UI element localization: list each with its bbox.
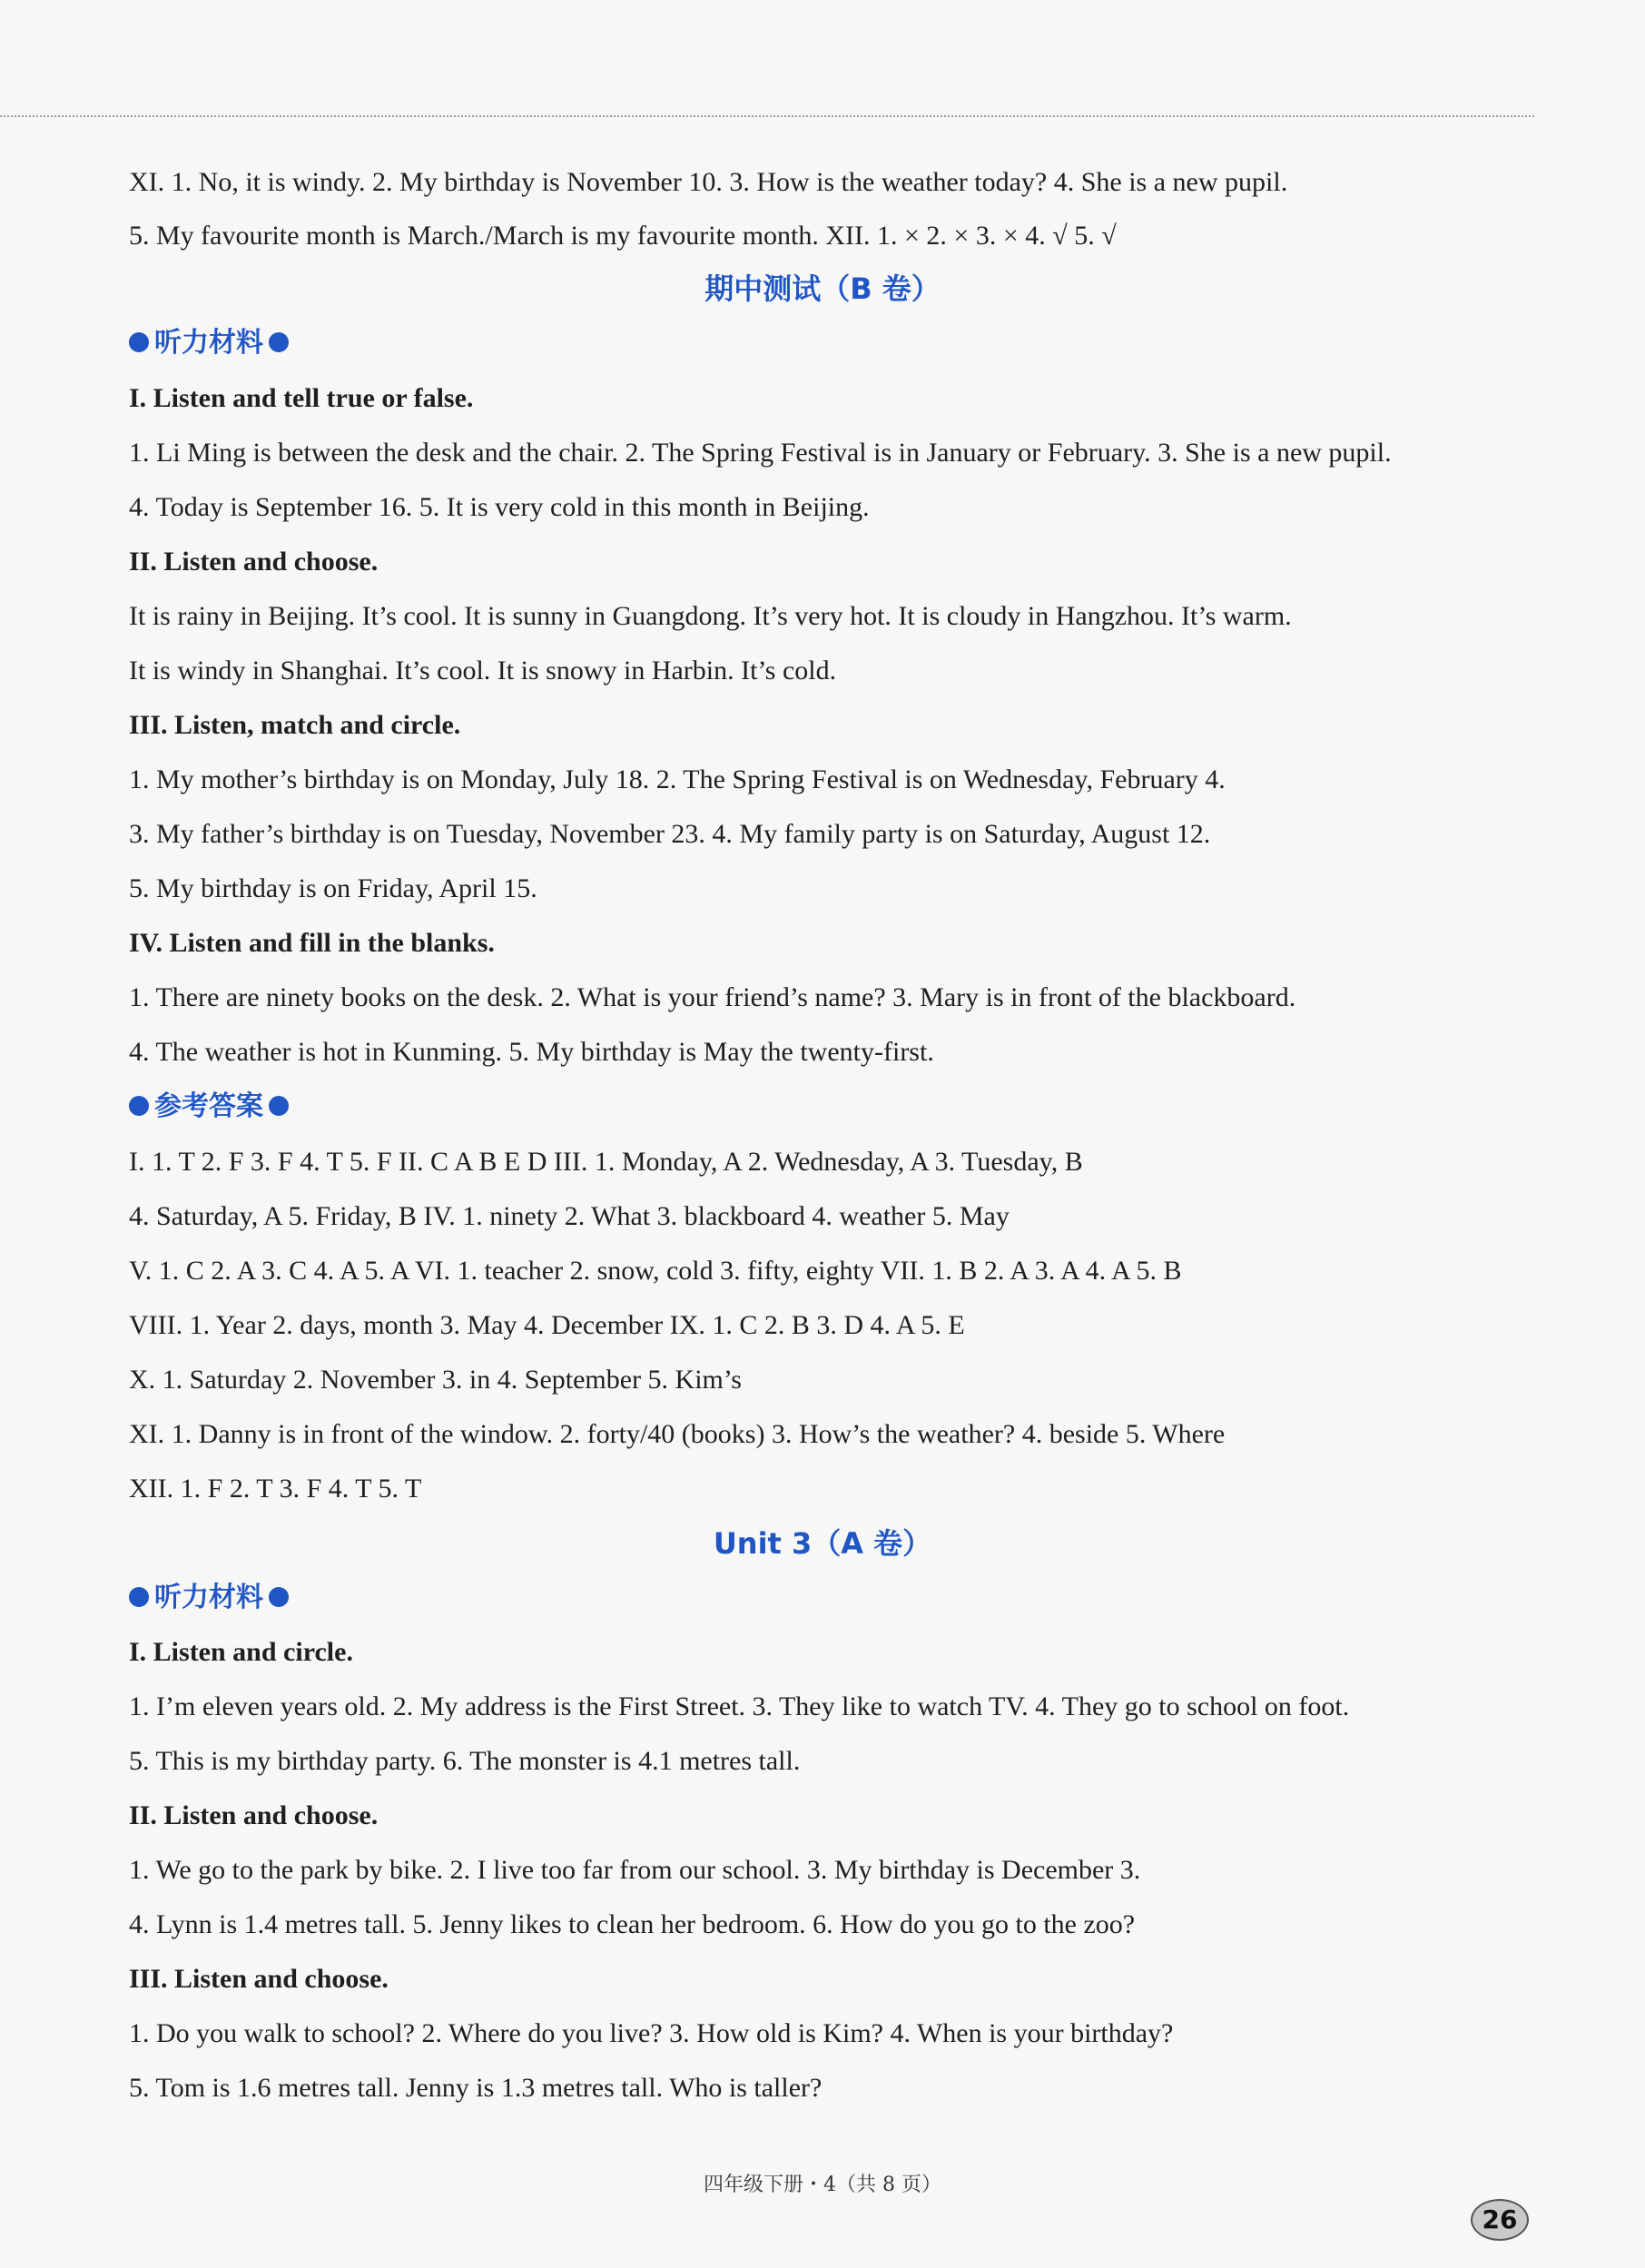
bullet-dot-icon (129, 1096, 149, 1116)
top-dotted-divider (0, 115, 1534, 117)
answer-line: XI. 1. Danny is in front of the window. 2. forty/40 (books) 3. How’s the weather? 4. beside 5. Where (129, 1419, 1226, 1449)
reference-answers-label: 参考答案 (129, 1089, 289, 1125)
text-line: 1. My mother’s birthday is on Monday, July 18. 2. The Spring Festival is on Wednesday, February 4. (129, 764, 1226, 794)
bullet-dot-icon (269, 1096, 289, 1116)
section-title: I. Listen and tell true or false. (129, 383, 474, 413)
section-title: I. Listen and circle. (129, 1637, 353, 1667)
text-line: 1. We go to the park by bike. 2. I live too far from our school. 3. My birthday is December 3. (129, 1855, 1141, 1885)
unit3-a-title: Unit 3（A 卷） (713, 1526, 932, 1561)
answer-line: XII. 1. F 2. T 3. F 4. T 5. T (129, 1474, 422, 1504)
text-line: 4. The weather is hot in Kunming. 5. My birthday is May the twenty-first. (129, 1037, 934, 1067)
answer-line: XI. 1. No, it is windy. 2. My birthday is November 10. 3. How is the weather today? 4. She is a new pupil. (129, 167, 1288, 197)
page-footer: 四年级下册・4（共 8 页） (704, 2174, 941, 2196)
answer-line: VIII. 1. Year 2. days, month 3. May 4. December IX. 1. C 2. B 3. D 4. A 5. E (129, 1310, 965, 1340)
page-number-badge: 26 (1471, 2199, 1529, 2241)
text-line: It is windy in Shanghai. It’s cool. It is snowy in Harbin. It’s cold. (129, 656, 837, 685)
section-title: IV. Listen and fill in the blanks. (129, 928, 495, 958)
text-line: 5. My birthday is on Friday, April 15. (129, 873, 537, 903)
text-line: 1. I’m eleven years old. 2. My address is the First Street. 3. They like to watch TV. 4. They go to school on foot. (129, 1691, 1350, 1721)
bullet-dot-icon (129, 1587, 149, 1607)
answer-line: 5. My favourite month is March./March is my favourite month. XII. 1. × 2. × 3. × 4. √ 5. √ (129, 221, 1117, 251)
text-line: 4. Lynn is 1.4 metres tall. 5. Jenny likes to clean her bedroom. 6. How do you go to the zoo? (129, 1909, 1136, 1939)
section-title: II. Listen and choose. (129, 1800, 379, 1830)
text-line: It is rainy in Beijing. It’s cool. It is sunny in Guangdong. It’s very hot. It is cloudy in Hangzhou. It’s warm. (129, 601, 1292, 631)
listening-material-label: 听力材料 (129, 325, 289, 361)
bullet-dot-icon (269, 332, 289, 352)
text-line: 5. This is my birthday party. 6. The monster is 4.1 metres tall. (129, 1746, 801, 1776)
text-line: 4. Today is September 16. 5. It is very cold in this month in Beijing. (129, 492, 870, 522)
text-line: 1. Do you walk to school? 2. Where do you live? 3. How old is Kim? 4. When is your birthday? (129, 2018, 1174, 2048)
listening-material-label: 听力材料 (129, 1580, 289, 1616)
text-line: 3. My father’s birthday is on Tuesday, November 23. 4. My family party is on Saturday, August 12. (129, 819, 1211, 849)
bullet-dot-icon (269, 1587, 289, 1607)
section-title: III. Listen and choose. (129, 1964, 389, 1994)
answer-line: 4. Saturday, A 5. Friday, B IV. 1. ninety 2. What 3. blackboard 4. weather 5. May (129, 1201, 1010, 1231)
section-title: III. Listen, match and circle. (129, 710, 461, 740)
text-line: 1. There are ninety books on the desk. 2. What is your friend’s name? 3. Mary is in front of the blackboard. (129, 982, 1296, 1012)
text-line: 5. Tom is 1.6 metres tall. Jenny is 1.3 metres tall. Who is taller? (129, 2073, 822, 2103)
bullet-dot-icon (129, 332, 149, 352)
answer-line: X. 1. Saturday 2. November 3. in 4. September 5. Kim’s (129, 1365, 742, 1395)
answer-line: V. 1. C 2. A 3. C 4. A 5. A VI. 1. teacher 2. snow, cold 3. fifty, eighty VII. 1. B 2. A 3. A 4. A 5. B (129, 1256, 1182, 1286)
answer-line: I. 1. T 2. F 3. F 4. T 5. F II. C A B E D III. 1. Monday, A 2. Wednesday, A 3. Tuesday, B (129, 1147, 1083, 1177)
midterm-b-title: 期中测试（B 卷） (704, 271, 941, 306)
section-title: II. Listen and choose. (129, 547, 379, 577)
text-line: 1. Li Ming is between the desk and the chair. 2. The Spring Festival is in January or February. 3. She is a new pupil. (129, 438, 1392, 468)
